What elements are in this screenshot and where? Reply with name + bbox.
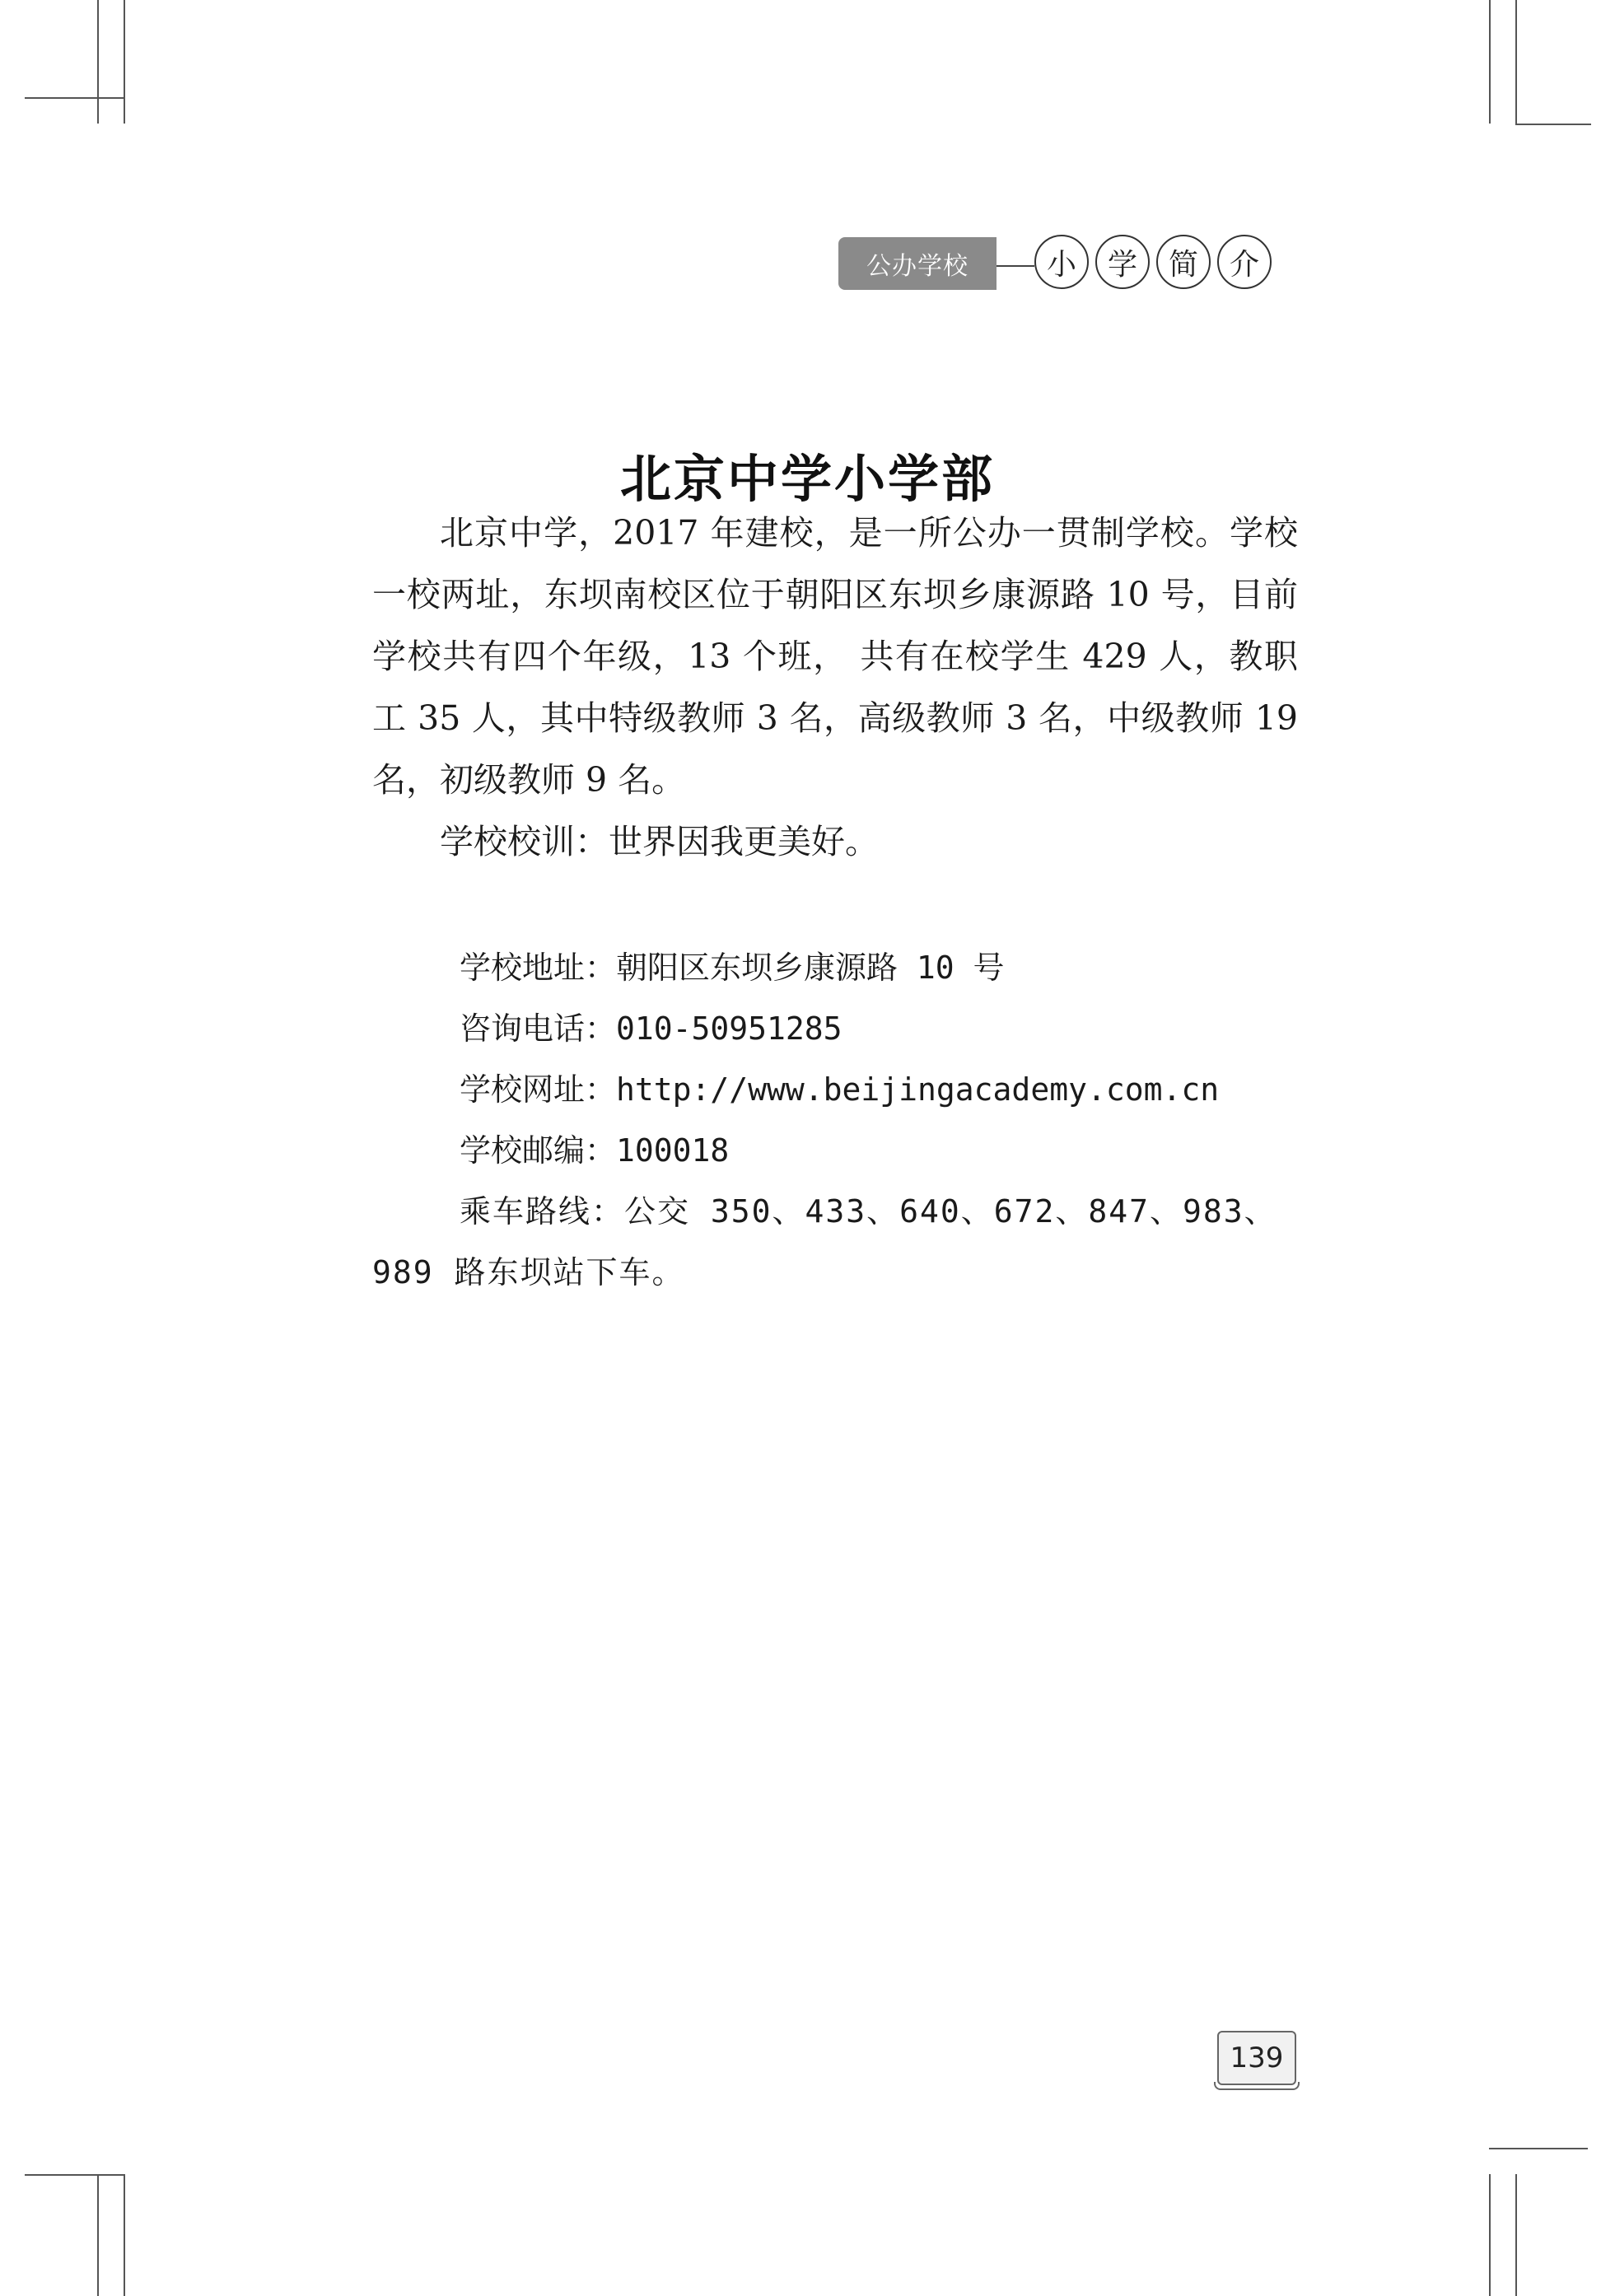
crop-mark [25, 97, 124, 99]
crop-mark [1515, 124, 1591, 125]
intro-text [372, 502, 1298, 873]
contact-info [372, 937, 1298, 1303]
crop-mark [1489, 2174, 1491, 2296]
phone-line: 咨询电话：010-50951285 [460, 1010, 843, 1047]
page-title: 北京中学小学部 [619, 448, 995, 509]
book-icon [1214, 2082, 1300, 2090]
crop-mark [97, 2174, 99, 2296]
postcode-line: 学校邮编：100018 [460, 1132, 730, 1169]
website-line: 学校网址：http://www.beijingacademy.com.cn [460, 1071, 1220, 1108]
header-category-tag: 公办学校 [838, 237, 997, 290]
crop-mark [1515, 2174, 1517, 2296]
header-section-title [1034, 235, 1272, 289]
crop-mark [25, 2174, 124, 2176]
section-char: 学 [1095, 235, 1150, 289]
crop-mark [1489, 2148, 1588, 2149]
bus-route-line: 乘车路线：公交 350、433、640、672、847、983、989 路东坝站下车。 [372, 1193, 1277, 1290]
section-char: 简 [1156, 235, 1211, 289]
crop-mark [1515, 0, 1517, 124]
intro-paragraph: 北京中学，2017 年建校，是一所公办一贯制学校。学校一校两址，东坝南校区位于朝阳区东坝乡康源路 10 号，目前学校共有四个年级，13 个班， 共有在校学生 429 人，教职工 35 人，其中特级教师 3 名，高级教师 3 名，中级教师 19 名，初级教师 9 名。 [372, 513, 1298, 800]
crop-mark [124, 2174, 125, 2296]
crop-mark [97, 0, 99, 124]
crop-mark [124, 0, 125, 124]
crop-mark [1489, 0, 1491, 124]
page-number: 139 [1217, 2031, 1296, 2085]
section-char: 介 [1217, 235, 1272, 289]
motto-paragraph: 学校校训：世界因我更美好。 [440, 822, 879, 861]
section-char: 小 [1034, 235, 1089, 289]
header-connector-line [997, 265, 1034, 267]
address-line: 学校地址：朝阳区东坝乡康源路 10 号 [460, 950, 1005, 986]
